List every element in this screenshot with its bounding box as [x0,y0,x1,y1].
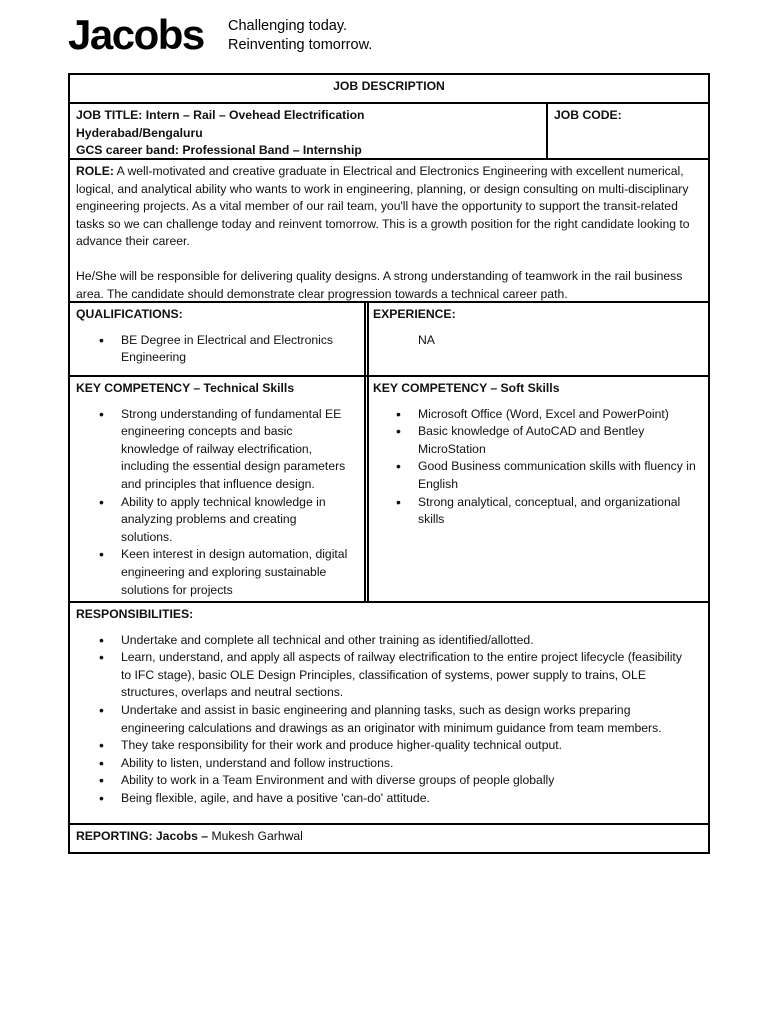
experience-value: NA [418,332,435,347]
tagline-line-1: Challenging today. [228,18,348,34]
experience-label: EXPERIENCE: [373,307,456,321]
list-item: • Ability to work in a Team Environment and with diverse groups of people globally [121,772,688,790]
job-description-table [68,73,710,854]
reporting-label: REPORTING: Jacobs – [76,829,212,843]
jacobs-logo: Jacobs [68,11,204,58]
job-code-label: JOB CODE: [554,108,622,122]
tagline-line-2: Reinventing tomorrow. [228,37,373,53]
list-item: • Strong understanding of fundamental EE engineering concepts and basic knowledge of railway electrification, including the essential design parameters and principles that influence design. [121,406,348,494]
role-cell [70,160,708,303]
responsibilities-cell [70,603,708,808]
role-text: A well-motivated and creative graduate in Electrical and Electronics Engineering with excellent numerical, logical, and analytical ability who wants to work in engineering, planning, or design consulting on multi-disciplinary engineering projects. As a vital member of our rail team, you'll have the opportunity to support the transit-related tasks so we can challenge today and reinvent tomorrow. This is a growth position for the right candidate looking to advance their career. [76,164,690,249]
qualifications-label: QUALIFICATIONS: [76,307,183,321]
soft-skills-label: KEY COMPETENCY – Soft Skills [373,381,560,395]
list-item: • Basic knowledge of AutoCAD and Bentley MicroStation [418,423,702,458]
career-band: GCS career band: Professional Band – Internship [76,143,362,158]
tagline [228,17,372,55]
role-label: ROLE: [76,164,114,178]
list-item: • Being flexible, agile, and have a positive 'can-do' attitude. [121,790,688,808]
divider [364,303,366,375]
experience-cell [367,303,708,349]
list-item: • Good Business communication skills with fluency in English [418,458,702,493]
responsibilities-label: RESPONSIBILITIES: [76,607,194,621]
list-item: • Keen interest in design automation, digital engineering and exploring sustainable solutions for projects [121,546,348,599]
reporting-cell [70,825,708,846]
list-item: • Ability to listen, understand and follow instructions. [121,755,688,773]
list-item: • Ability to apply technical knowledge in analyzing problems and creating solutions. [121,494,348,547]
list-item: • Microsoft Office (Word, Excel and PowerPoint) [418,406,702,424]
qualifications-cell [70,303,364,367]
job-title-cell [70,104,546,158]
job-title: JOB TITLE: Intern – Rail – Ovehead Electrification [76,108,365,122]
list-item: • Undertake and complete all technical and other training as identified/allotted. [121,632,688,650]
divider [364,377,366,601]
list-item: • Undertake and assist in basic engineering and planning tasks, such as design works preparing engineering calculations and drawings as an originator with minimum guidance from team members. [121,702,688,737]
reporting-value: Mukesh Garhwal [211,829,303,843]
list-item: • They take responsibility for their work and produce higher-quality technical output. [121,737,688,755]
technical-skills-label: KEY COMPETENCY – Technical Skills [76,381,295,395]
role-paragraph-2: He/She will be responsible for delivering quality designs. A strong understanding of teamwork in the rail business area. The candidate should demonstrate clear progression towards a technical career path. [76,268,683,301]
technical-skills-cell [70,377,364,599]
list-item: • BE Degree in Electrical and Electronics Engineering [121,332,358,367]
table-title: JOB DESCRIPTION [333,79,445,93]
job-location: Hyderabad/Bengaluru [76,125,203,140]
page-header [68,11,708,60]
list-item: • Strong analytical, conceptual, and organizational skills [418,494,702,529]
role-paragraph [76,163,702,251]
list-item: • Learn, understand, and apply all aspects of railway electrification to the entire project lifecycle (feasibility to IFC stage), basic OLE Design Principles, classification of systems, power supply to trains, OLE structures, overlaps and neutral sections. [121,649,688,702]
soft-skills-cell [367,377,708,529]
job-code-cell [548,104,708,125]
